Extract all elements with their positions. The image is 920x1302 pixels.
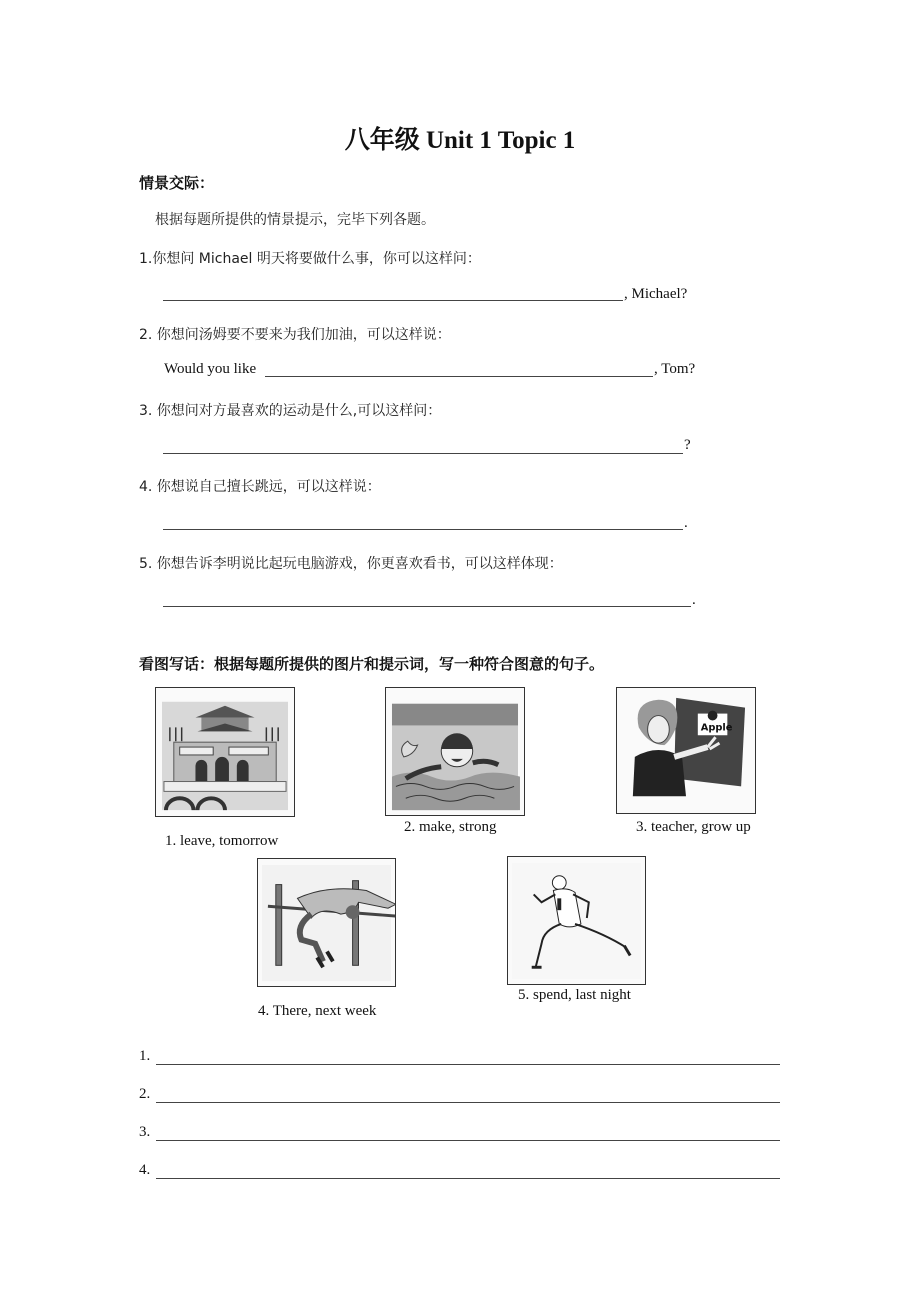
apple-card-text: Apple (700, 722, 733, 734)
high-jump-illustration (258, 859, 395, 986)
question-2-suffix: , Tom? (654, 361, 696, 377)
section-instruction: 根据每题所提供的情景提示，完毕下列各题。 (155, 212, 435, 228)
tiananmen-gate-illustration (156, 688, 294, 816)
answer-line-3[interactable] (156, 1140, 780, 1141)
picture-1-caption: 1. leave, tomorrow (165, 833, 279, 849)
picture-4-high-jump (257, 858, 396, 987)
question-1-suffix: , Michael? (624, 286, 688, 302)
question-2-prefix: Would you like (164, 361, 257, 377)
teacher-blackboard-illustration (617, 688, 755, 813)
picture-3-teacher (616, 687, 756, 814)
picture-3-caption: 3. teacher, grow up (636, 819, 751, 835)
question-4-prompt: 4. 你想说自己擅长跳远，可以这样说： (139, 479, 381, 495)
question-3-prompt: 3. 你想问对方最喜欢的运动是什么,可以这样问： (139, 403, 442, 419)
section-heading-situational: 情景交际： (139, 174, 215, 192)
question-4-suffix: . (684, 515, 688, 531)
page-title: 八年级 Unit 1 Topic 1 (344, 127, 576, 154)
answer-line-4[interactable] (156, 1178, 780, 1179)
answer-line-2-label: 2. (139, 1086, 151, 1102)
answer-line-1-label: 1. (139, 1048, 151, 1064)
section-heading-picture-writing: 看图写话：根据每题所提供的图片和提示词，写一种符合图意的句子。 (139, 655, 605, 673)
picture-2-boy-swimming (385, 687, 525, 816)
picture-4-caption: 4. There, next week (258, 1003, 377, 1019)
question-3-answer-blank[interactable] (163, 453, 683, 454)
picture-1-tiananmen (155, 687, 295, 817)
runner-illustration (508, 857, 645, 984)
question-1-answer-blank[interactable] (163, 300, 623, 301)
picture-2-caption: 2. make, strong (404, 819, 497, 835)
answer-line-2[interactable] (156, 1102, 780, 1103)
question-2-prompt: 2. 你想问汤姆要不要来为我们加油，可以这样说： (139, 327, 451, 343)
answer-line-1[interactable] (156, 1064, 780, 1065)
answer-line-4-label: 4. (139, 1162, 151, 1178)
question-5-prompt: 5. 你想告诉李明说比起玩电脑游戏，你更喜欢看书，可以这样体现： (139, 556, 563, 572)
question-4-answer-blank[interactable] (163, 529, 683, 530)
picture-5-caption: 5. spend, last night (518, 987, 631, 1003)
question-2-answer-blank[interactable] (265, 376, 653, 377)
question-5-suffix: . (692, 592, 696, 608)
boy-swimming-illustration (386, 688, 524, 815)
question-5-answer-blank[interactable] (163, 606, 691, 607)
answer-line-3-label: 3. (139, 1124, 151, 1140)
picture-5-runner (507, 856, 646, 985)
question-1-prompt: 1.你想问 Michael 明天将要做什么事，你可以这样问： (139, 251, 481, 267)
question-3-suffix: ? (684, 437, 691, 453)
